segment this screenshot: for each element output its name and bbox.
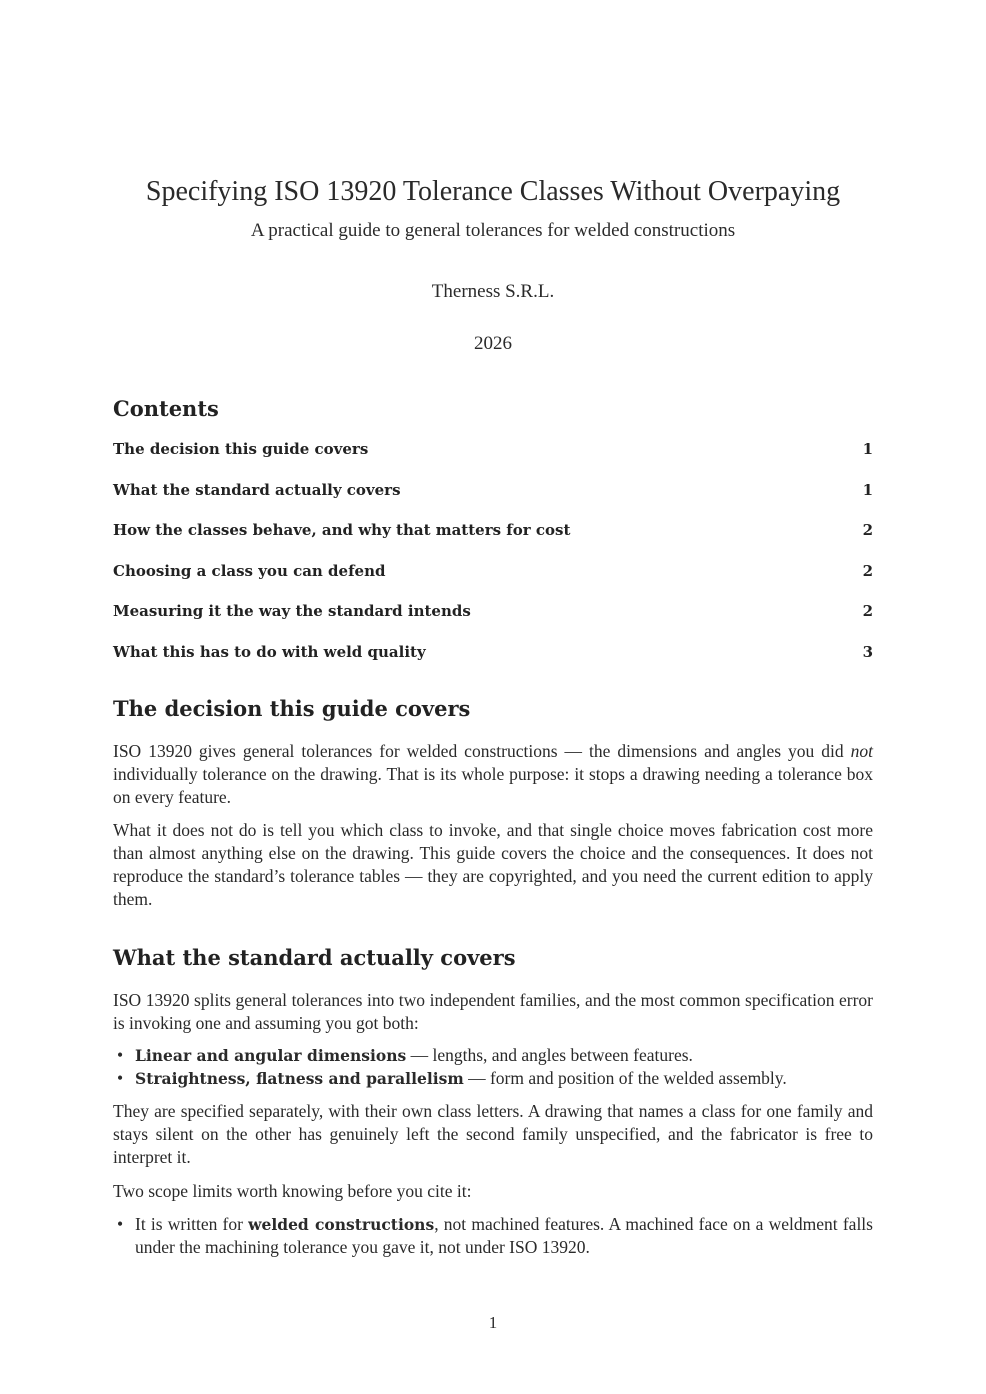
toc-entry-page: 2 <box>862 561 873 580</box>
toc-entry-label: The decision this guide covers <box>113 440 369 458</box>
document-author: Therness S.R.L. <box>431 281 555 302</box>
section-heading-standard: What the standard actually covers <box>113 945 516 970</box>
list-item-term: Straightness, flatness and parallelism <box>135 1069 464 1088</box>
list-item-term: Linear and angular dimensions <box>135 1046 407 1065</box>
families-list <box>113 1044 873 1090</box>
toc-entry-label: How the classes behave, and why that matters for cost <box>113 521 571 539</box>
toc-entry-label: Measuring it the way the standard intends <box>113 602 471 620</box>
section-standard-paragraph-3: Two scope limits worth knowing before you cite it: <box>113 1181 472 1201</box>
section-decision-paragraph-2: What it does not do is tell you which class to invoke, and that single choice moves fabrication cost more than almost anything else on the drawing. This guide covers the choice and the consequences. It does not reproduce the standard’s tolerance tables — they are copyrighted, and you need the current edition to apply them. <box>113 820 873 909</box>
toc-entry[interactable] <box>113 481 873 522</box>
document-body <box>113 692 873 1258</box>
section-heading-decision: The decision this guide covers <box>113 696 471 721</box>
list-item <box>135 1213 873 1258</box>
paragraph-text: individually tolerance on the drawing. That is its whole purpose: it stops a drawing needing a tolerance box on every feature. <box>113 764 873 807</box>
toc-entry-page: 3 <box>862 642 873 661</box>
section-decision-paragraph-1 <box>113 740 873 809</box>
list-item-text: — lengths, and angles between features. <box>406 1045 693 1065</box>
list-item-text: — form and position of the welded assembly. <box>463 1068 787 1088</box>
list-item-text: It is written for <box>135 1214 249 1234</box>
list-item <box>135 1044 873 1067</box>
toc-entry-page: 2 <box>862 602 873 620</box>
toc-entry[interactable] <box>113 521 873 562</box>
toc-entry[interactable] <box>113 643 873 684</box>
list-item-term: welded constructions <box>248 1215 435 1234</box>
section-standard-intro: ISO 13920 splits general tolerances into two independent families, and the most common specification error is invoking one and assuming you got both: <box>113 990 873 1033</box>
paragraph-text: ISO 13920 gives general tolerances for welded constructions — the dimensions and angles you did <box>113 741 844 761</box>
page-number: 1 <box>488 1313 498 1332</box>
section-standard-paragraph-2: They are specified separately, with their own class letters. A drawing that names a class for one family and stays silent on the other has genuinely left the second family unspecified, and the fabricator is free to interpret it. <box>113 1101 873 1167</box>
list-item-text: , not machined features. A machined face on a weldment falls under the machining tolerance you gave it, not under ISO 13920. <box>135 1214 873 1257</box>
table-of-contents <box>113 440 873 683</box>
toc-entry-page: 2 <box>862 521 873 539</box>
toc-entry[interactable] <box>113 602 873 643</box>
toc-entry[interactable] <box>113 562 873 603</box>
toc-entry-page: 1 <box>862 440 873 458</box>
document-title: Specifying ISO 13920 Tolerance Classes Without Overpaying <box>145 176 841 207</box>
toc-entry-label: What this has to do with weld quality <box>113 642 426 661</box>
contents-heading: Contents <box>113 396 219 421</box>
toc-entry-page: 1 <box>862 480 873 499</box>
document-date: 2026 <box>474 333 512 354</box>
toc-entry-label: Choosing a class you can defend <box>113 561 386 580</box>
toc-entry[interactable] <box>113 440 873 481</box>
scope-list <box>113 1213 873 1258</box>
document-subtitle: A practical guide to general tolerances for welded constructions <box>250 220 736 241</box>
emphasis-text: not <box>850 741 874 761</box>
toc-entry-label: What the standard actually covers <box>113 480 401 499</box>
list-item <box>135 1067 873 1090</box>
